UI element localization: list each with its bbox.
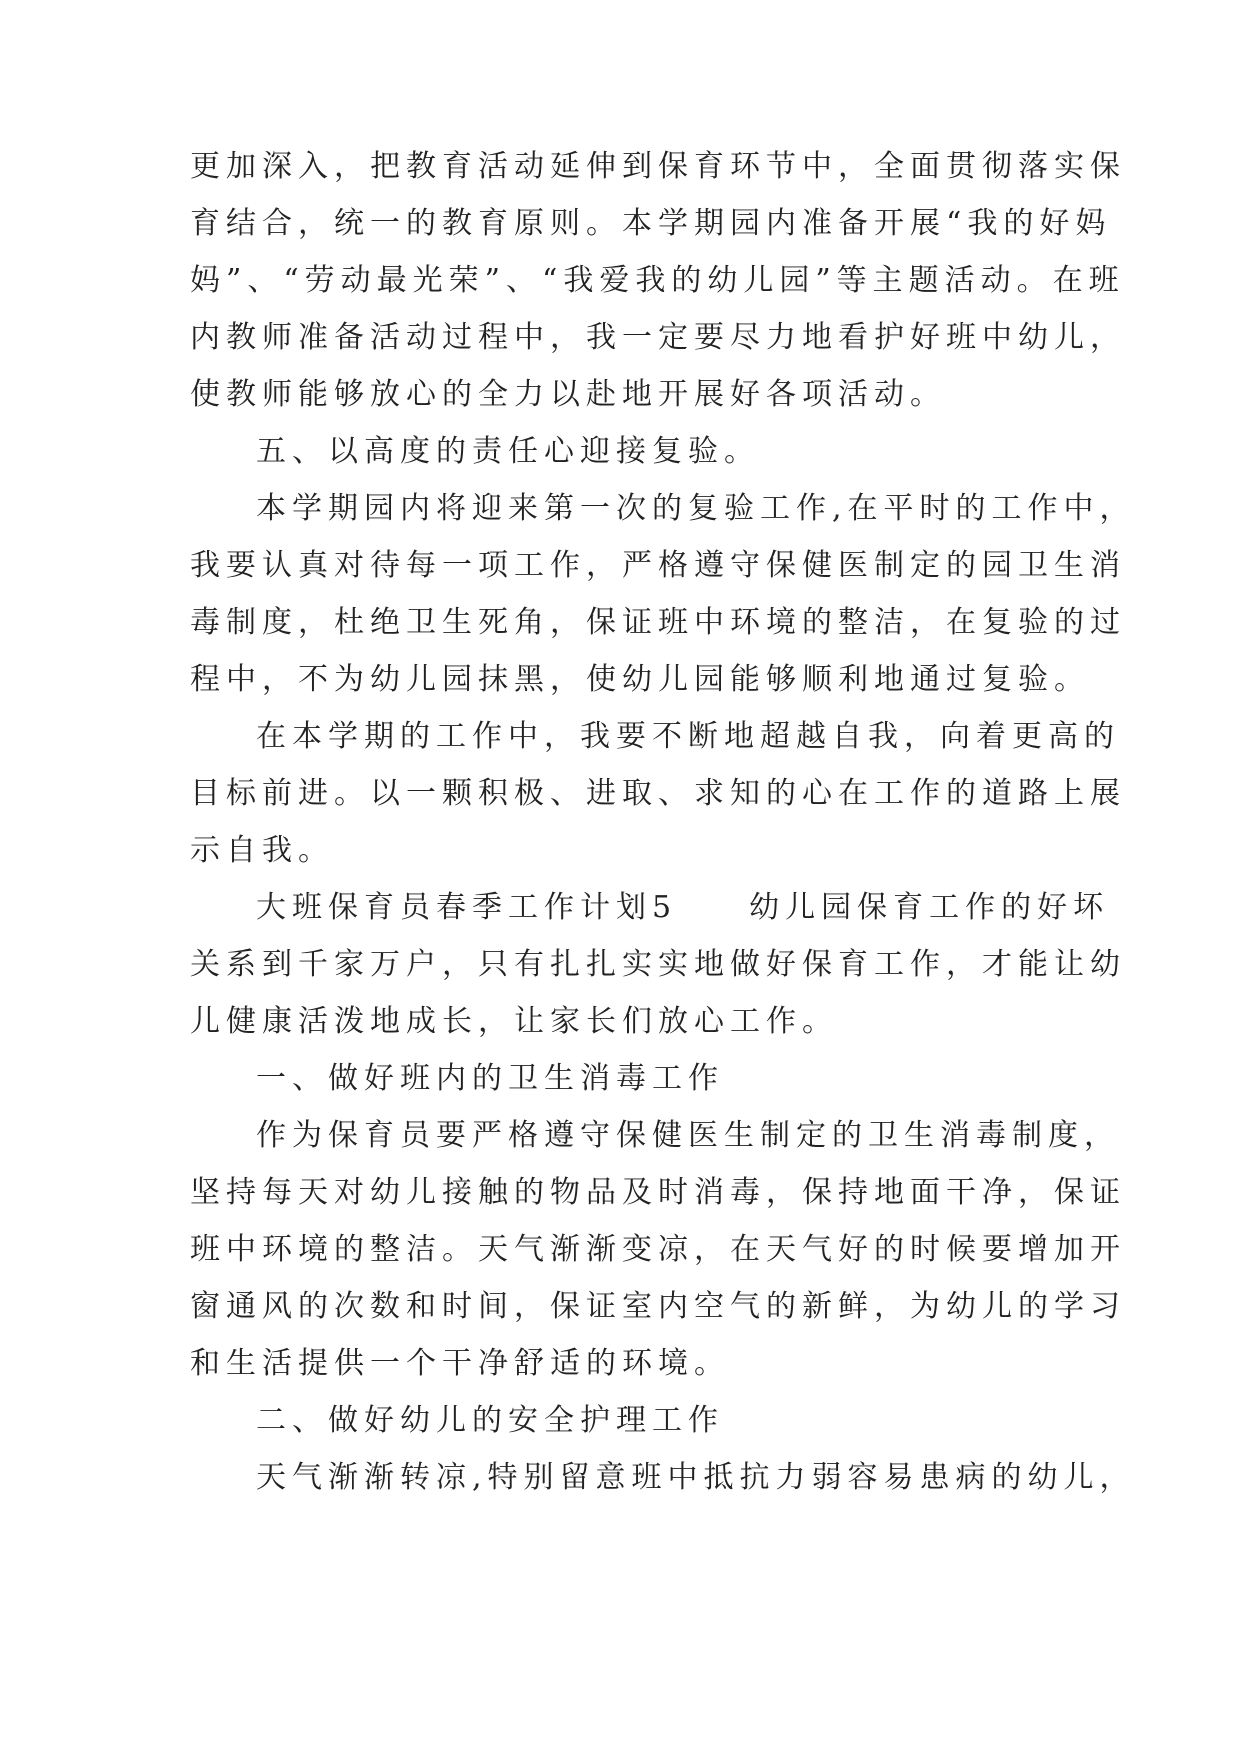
body-line-8: 我要认真对待每一项工作，严格遵守保健医制定的园卫生消 [190,548,1126,583]
section-heading-2: 二、做好幼儿的安全护理工作 [256,1403,724,1438]
body-line-7: 本学期园内将迎来第一次的复验工作,在平时的工作中， [256,491,1136,526]
body-line-2: 育结合，统一的教育原则。本学期园内准备开展“我的好妈 [190,206,1112,241]
body-line-20: 班中环境的整洁。天气渐渐变凉，在天气好的时候要增加开 [190,1232,1126,1267]
body-line-13: 示自我。 [190,833,334,868]
section-heading-1: 一、做好班内的卫生消毒工作 [256,1061,724,1096]
body-line-5: 使教师能够放心的全力以赴地开展好各项活动。 [190,377,946,412]
body-line-10: 程中，不为幼儿园抹黑，使幼儿园能够顺利地通过复验。 [190,662,1090,697]
body-line-4: 内教师准备活动过程中，我一定要尽力地看护好班中幼儿， [190,320,1126,355]
body-line-1: 更加深入，把教育活动延伸到保育环节中，全面贯彻落实保 [190,149,1126,184]
body-line-16: 儿健康活泼地成长，让家长们放心工作。 [190,1004,838,1039]
body-line-22: 和生活提供一个干净舒适的环境。 [190,1346,730,1381]
body-line-21: 窗通风的次数和时间，保证室内空气的新鲜，为幼儿的学习 [190,1289,1126,1324]
plan-title-line: 大班保育员春季工作计划5 幼儿园保育工作的好坏 [256,890,1110,925]
body-line-24: 天气渐渐转凉,特别留意班中抵抗力弱容易患病的幼儿， [256,1460,1136,1495]
body-line-12: 目标前进。以一颗积极、进取、求知的心在工作的道路上展 [190,776,1126,811]
body-line-11: 在本学期的工作中，我要不断地超越自我，向着更高的 [256,719,1120,754]
body-line-15: 关系到千家万户，只有扎扎实实地做好保育工作，才能让幼 [190,947,1126,982]
body-line-18: 作为保育员要严格遵守保健医生制定的卫生消毒制度， [256,1118,1120,1153]
section-heading-5: 五、以高度的责任心迎接复验。 [256,434,760,469]
body-line-3: 妈”、“劳动最光荣”、“我爱我的幼儿园”等主题活动。在班 [190,263,1125,298]
body-line-19: 坚持每天对幼儿接触的物品及时消毒，保持地面干净，保证 [190,1175,1126,1210]
body-line-9: 毒制度，杜绝卫生死角，保证班中环境的整洁，在复验的过 [190,605,1126,640]
